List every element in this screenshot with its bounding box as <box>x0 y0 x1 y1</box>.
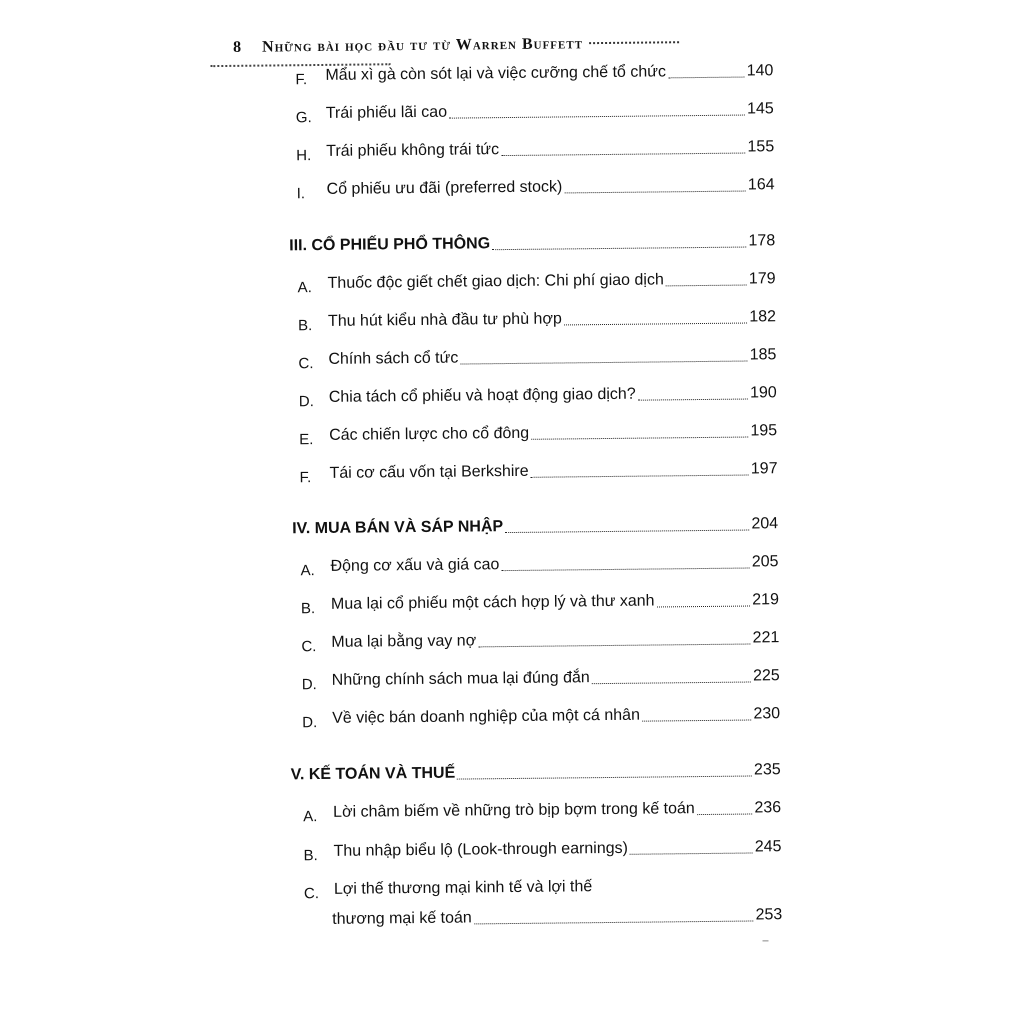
toc-entry <box>303 798 782 826</box>
toc-entry-page: 145 <box>747 100 774 118</box>
toc-dot-leader <box>478 644 750 648</box>
toc-entry-title: Mua lại cổ phiếu một cách hợp lý và thư xanh <box>330 592 655 613</box>
toc-entry-title: Lời châm biếm về những trò bịp bợm trong kế toán <box>333 800 695 821</box>
toc-entry <box>297 269 776 297</box>
toc-entry-title: Các chiến lược cho cổ đông <box>329 424 530 444</box>
toc-dot-leader <box>642 720 752 722</box>
toc-entry-page: 205 <box>751 553 779 571</box>
toc-entry-title: Mua lại bằng vay nợ <box>331 632 477 651</box>
toc-dot-leader <box>460 361 747 365</box>
toc-entry-page: 190 <box>749 384 777 402</box>
toc-entry-title: Chính sách cổ tức <box>328 349 459 368</box>
toc-entry-page: 164 <box>747 176 775 194</box>
toc-dot-leader <box>457 776 752 780</box>
toc-entry-page: 182 <box>749 308 777 326</box>
toc-dot-leader <box>564 323 747 326</box>
toc-entry-page: 225 <box>752 667 780 685</box>
toc-dot-leader <box>501 153 745 157</box>
toc-entry-page: 230 <box>753 705 781 723</box>
toc-entry-title: Thu nhập biểu lộ (Look-through earnings) <box>333 839 629 860</box>
toc-entry-letter: C. <box>298 355 314 373</box>
toc-entry-title: Chia tách cổ phiếu và hoạt động giao dịch? <box>328 385 636 406</box>
toc-entry-title: Những chính sách mua lại đúng đắn <box>331 669 590 689</box>
toc-entry-letter: F. <box>299 469 312 487</box>
toc-entry-title: Về việc bán doanh nghiệp của một cá nhân <box>332 706 641 727</box>
toc-dot-leader <box>474 920 754 924</box>
toc-entry-page: 245 <box>754 838 782 856</box>
toc-entry-title: Tái cơ cấu vốn tại Berkshire <box>329 462 529 482</box>
toc-entry <box>301 666 780 694</box>
toc-entry-letter: I. <box>296 185 306 203</box>
toc-dot-leader <box>501 568 749 572</box>
toc-dot-leader <box>638 399 748 401</box>
toc-entry <box>296 175 775 203</box>
toc-entry-title: Trái phiếu không trái tức <box>326 141 500 160</box>
toc-dot-leader <box>531 475 749 478</box>
toc-entry-letter: H. <box>296 147 312 165</box>
toc-dot-leader <box>531 437 748 440</box>
toc-entry <box>300 590 780 618</box>
toc-entry-letter: B. <box>297 317 313 335</box>
toc-entry <box>303 837 782 865</box>
printing-mark <box>762 940 768 941</box>
toc-entry-page: 195 <box>750 422 778 440</box>
toc-entry <box>298 345 777 373</box>
toc-entry-title: Thuốc độc giết chết giao dịch: Chi phí giao dịch <box>327 271 664 292</box>
toc-entry-page: 219 <box>752 591 780 609</box>
toc-dot-leader <box>697 813 753 815</box>
toc-entry-letter: D. <box>301 676 317 694</box>
toc-dot-leader <box>505 530 749 534</box>
toc-entry <box>295 99 774 127</box>
toc-section-title: V. KẾ TOÁN VÀ THUẾ <box>290 764 456 784</box>
toc-entry-letter: F. <box>295 71 308 89</box>
toc-entry-letter: C. <box>301 638 317 656</box>
toc-entry <box>299 459 778 487</box>
toc-entry-page: 179 <box>748 270 776 288</box>
toc-entry-title: Thu hút kiểu nhà đầu tư phù hợp <box>327 310 562 330</box>
toc-entry-title: Động cơ xấu và giá cao <box>330 556 500 575</box>
toc-entry <box>298 383 777 411</box>
toc-section-heading <box>289 231 775 256</box>
toc-dot-leader <box>564 191 746 194</box>
toc-entry-page: 140 <box>746 62 774 80</box>
toc-entry-page: 221 <box>752 629 780 647</box>
toc-entry-letter: A. <box>300 562 315 580</box>
toc-entry-page: 178 <box>748 232 776 250</box>
toc-entry-continuation <box>332 905 782 930</box>
toc-entry-page: 197 <box>750 460 778 478</box>
toc-entry-title: Trái phiếu lãi cao <box>325 103 448 122</box>
toc-entry <box>295 61 774 89</box>
toc-entry <box>300 552 779 580</box>
toc-dot-leader <box>492 247 746 251</box>
toc-dot-leader <box>657 606 751 608</box>
toc-entry-page: 155 <box>747 138 775 156</box>
toc-dot-leader <box>592 682 751 685</box>
header-book-title: Những bài học đầu tư từ Warren Buffett <box>262 35 584 56</box>
toc-entry-letter: E. <box>299 431 314 449</box>
toc-section-title: III. CỔ PHIẾU PHỔ THÔNG <box>289 235 491 255</box>
toc-section-heading <box>292 514 778 539</box>
toc-entry-letter: D. <box>302 714 318 732</box>
toc-entry-letter: G. <box>295 109 312 127</box>
toc-entry <box>302 704 781 732</box>
toc-entry-title: thương mại kế toán <box>332 909 472 928</box>
toc-entry-title: Cổ phiếu ưu đãi (preferred stock) <box>326 178 563 198</box>
header-page-number: 8 <box>233 38 243 56</box>
toc-entry <box>303 875 782 903</box>
toc-entry-letter: B. <box>300 600 316 618</box>
toc-entry-page: 236 <box>754 799 782 817</box>
toc-entry-title: Lợi thế thương mại kinh tế và lợi thế <box>333 878 593 898</box>
toc-dot-leader <box>630 852 753 854</box>
toc-entry-letter: B. <box>303 847 318 865</box>
toc-entry-page: 253 <box>755 906 783 924</box>
toc-entry-letter: A. <box>303 808 318 826</box>
toc-entry-letter: C. <box>303 885 320 903</box>
toc-section-heading <box>291 760 781 785</box>
toc-entry <box>296 137 775 165</box>
toc-entry-title: Mẩu xì gà còn sót lại và việc cưỡng chế tổ chức <box>325 63 667 84</box>
toc-dot-leader <box>666 285 747 287</box>
toc-entry-letter: A. <box>297 279 312 297</box>
toc-dot-leader <box>668 77 745 79</box>
toc-dot-leader <box>449 115 745 119</box>
toc-entry-page: 185 <box>749 346 777 364</box>
toc-entry-page: 235 <box>753 761 781 779</box>
toc-entry <box>299 421 778 449</box>
toc-section-title: IV. MUA BÁN VÀ SÁP NHẬP <box>292 518 504 538</box>
toc-entry <box>301 628 780 656</box>
toc-entry <box>297 307 777 335</box>
toc-entry-letter: D. <box>298 393 314 411</box>
toc-entry-page: 204 <box>751 515 779 533</box>
